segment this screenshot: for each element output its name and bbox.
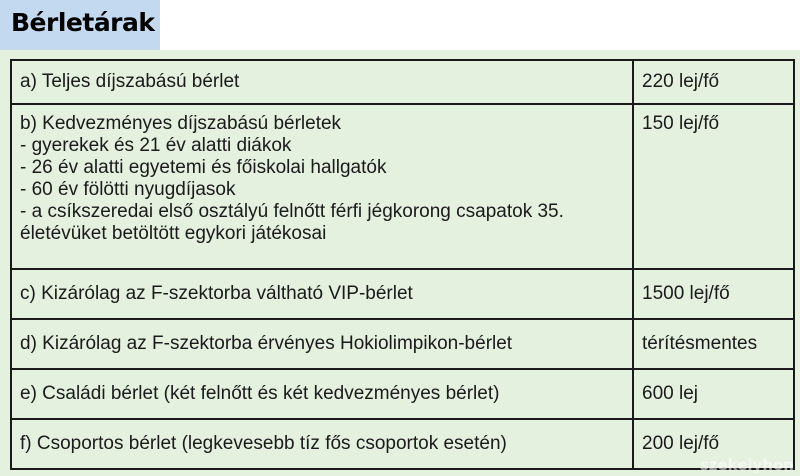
title-box bbox=[0, 0, 160, 50]
table-row bbox=[11, 369, 794, 419]
row-text-line: b) Kedvezményes díjszabású bérletek bbox=[20, 113, 342, 134]
table-row bbox=[11, 60, 794, 104]
row-text-line: d) Kizárólag az F-szektorba érvényes Hokiolimpikon-bérlet bbox=[20, 333, 513, 354]
row-text-line: e) Családi bérlet (két felnőtt és két kedvezményes bérlet) bbox=[20, 383, 500, 404]
row-price: 600 lej bbox=[633, 369, 794, 419]
row-text-line: - 60 év fölötti nyugdíjasok bbox=[20, 179, 236, 200]
row-description bbox=[11, 319, 633, 369]
price-table bbox=[10, 59, 795, 470]
row-description bbox=[11, 60, 633, 104]
row-price: 200 lej/fő bbox=[633, 419, 794, 469]
row-description bbox=[11, 269, 633, 319]
row-text-line: - 26 év alatti egyetemi és főiskolai hallgatók bbox=[20, 157, 387, 178]
page-title: Bérletárak bbox=[11, 8, 155, 37]
row-description bbox=[11, 104, 633, 269]
row-price: 1500 lej/fő bbox=[633, 269, 794, 319]
row-text-line: f) Csoportos bérlet (legkevesebb tíz fős csoportok esetén) bbox=[20, 433, 507, 454]
watermark-logo: szekelyhon bbox=[699, 456, 794, 474]
row-price: 150 lej/fő bbox=[633, 104, 794, 269]
table-row bbox=[11, 104, 794, 269]
table-row bbox=[11, 419, 794, 469]
row-text-line: életévüket betöltött egykori játékosai bbox=[20, 223, 327, 244]
row-text-line: - gyerekek és 21 év alatti diákok bbox=[20, 135, 292, 156]
row-text-line: a) Teljes díjszabású bérlet bbox=[20, 71, 240, 92]
row-description bbox=[11, 419, 633, 469]
row-price: 220 lej/fő bbox=[633, 60, 794, 104]
row-price: térítésmentes bbox=[633, 319, 794, 369]
row-text-line: c) Kizárólag az F-szektorba váltható VIP-bérlet bbox=[20, 283, 413, 304]
table-row bbox=[11, 319, 794, 369]
table-row bbox=[11, 269, 794, 319]
row-text-line: - a csíkszeredai első osztályú felnőtt férfi jégkorong csapatok 35. bbox=[20, 201, 564, 222]
row-description bbox=[11, 369, 633, 419]
